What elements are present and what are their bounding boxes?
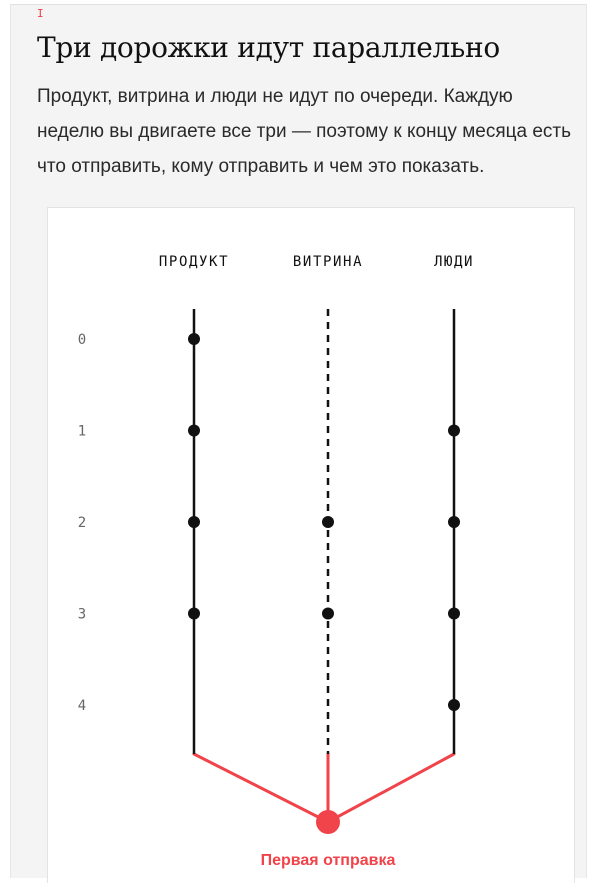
lede-paragraph: Продукт, витрина и люди не идут по очереди. Каждую неделю вы двигаете все три — поэтому к концу месяца есть что отправить, кому отправить и чем это показать. [37, 86, 572, 177]
milestone-dot-track2-row4 [448, 699, 460, 711]
merge-label: Первая отправка [260, 852, 396, 869]
milestone-dot-track2-row1 [448, 425, 460, 437]
page-title: Три дорожки идут параллельно [37, 31, 500, 64]
row-label-3: 3 [77, 606, 87, 623]
merge-connector-0 [194, 754, 328, 822]
merge-point [316, 810, 340, 834]
track-label-1: ВИТРИНА [292, 254, 364, 270]
merge-connector-2 [328, 754, 454, 822]
row-label-4: 4 [77, 698, 87, 714]
milestone-dot-track2-row3 [448, 608, 460, 620]
row-label-0: 0 [77, 332, 87, 348]
row-label-1: 1 [77, 423, 87, 440]
milestone-dot-track0-row2 [188, 516, 200, 528]
diagram-card [47, 207, 575, 883]
parallel-tracks-diagram [48, 208, 576, 884]
row-label-2: 2 [77, 515, 87, 531]
milestone-dot-track1-row3 [322, 608, 334, 620]
track-label-0: ПРОДУКТ [158, 254, 230, 270]
track-layer [194, 309, 454, 754]
milestone-dot-track0-row0 [188, 333, 200, 345]
milestone-layer [188, 333, 460, 834]
milestone-dot-track1-row2 [322, 516, 334, 528]
section-marker: I [37, 7, 44, 20]
milestone-dot-track0-row1 [188, 425, 200, 437]
milestone-dot-track0-row3 [188, 608, 200, 620]
track-label-2: ЛЮДИ [433, 254, 475, 270]
milestone-dot-track2-row2 [448, 516, 460, 528]
content-panel [10, 4, 587, 878]
